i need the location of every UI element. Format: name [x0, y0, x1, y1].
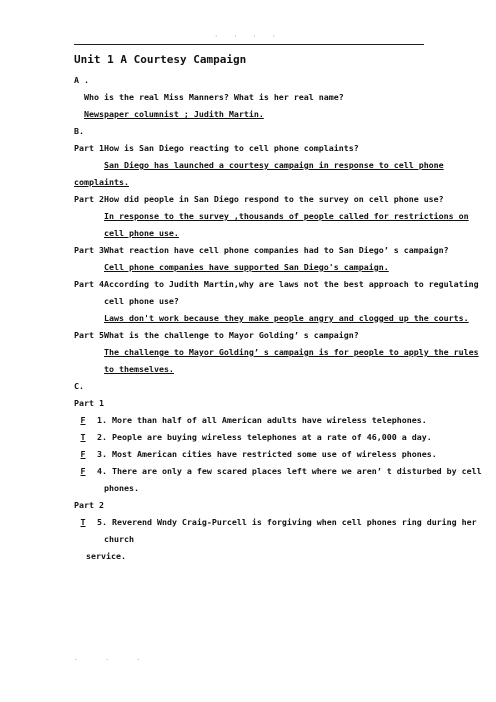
tf-item	[74, 446, 437, 463]
item-text-continued: service.	[86, 551, 126, 561]
section-a-question: Who is the real Miss Manners? What is her real name?	[84, 92, 344, 102]
answer-text: The challenge to Mayor Golding’ s campaign is for people to apply the rules	[104, 347, 479, 357]
part-label: Part 3	[74, 245, 104, 255]
part-label: Part 5	[74, 330, 104, 340]
part-5-question-line	[74, 327, 424, 344]
section-c-part-1-label: Part 1	[74, 398, 104, 408]
question-text: What reaction have cell phone companies had to San Diego’ s campaign?	[104, 245, 449, 255]
page-title: Unit 1 A Courtesy Campaign	[74, 53, 247, 66]
part-3-question-line	[74, 242, 449, 259]
answer-text: Laws don't work because they make people angry and clogged up the courts.	[104, 313, 469, 323]
answer-text: Cell phone companies have supported San Diego's campaign.	[104, 262, 389, 272]
tf-item	[74, 463, 482, 480]
item-text: More than half of all American adults have wireless telephones.	[112, 415, 427, 425]
tf-mark: F	[80, 449, 86, 459]
item-text-continued: phones.	[104, 483, 139, 493]
part-label: Part 1	[74, 143, 104, 153]
item-number: 3.	[97, 449, 107, 459]
answer-text: cell phone use.	[104, 228, 179, 238]
item-text: Most American cities have restricted some use of wireless phones.	[112, 449, 437, 459]
tf-item	[74, 514, 477, 531]
header-dots: · · · ·	[214, 33, 282, 40]
item-number: 4.	[97, 466, 107, 476]
tf-mark: F	[80, 466, 86, 476]
tf-mark: T	[80, 432, 86, 442]
part-1-question-line	[74, 140, 424, 157]
section-b-label: B.	[74, 126, 84, 136]
answer-text: In response to the survey ,thousands of people called for restrictions on	[104, 211, 469, 221]
document-body	[74, 50, 482, 565]
tf-item	[74, 412, 427, 429]
answer-text: San Diego has launched a courtesy campaign in response to cell phone	[104, 160, 444, 170]
item-text-continued: church	[104, 534, 134, 544]
item-text: People are buying wireless telephones at a rate of 46,000 a day.	[112, 432, 432, 442]
item-number: 5.	[97, 517, 107, 527]
footer-dots: . . .	[74, 655, 153, 662]
part-2-question-line	[74, 191, 444, 208]
question-text: cell phone use?	[104, 296, 179, 306]
answer-text: complaints.	[74, 177, 129, 187]
item-number: 1.	[97, 415, 107, 425]
part-label: Part 2	[74, 194, 104, 204]
answer-text: to themselves.	[104, 364, 174, 374]
question-text: What is the challenge to Mayor Golding’ s campaign?	[104, 330, 359, 340]
section-c-part-2-label: Part 2	[74, 500, 104, 510]
item-text: There are only a few scared places left where we aren’ t disturbed by cell	[112, 466, 482, 476]
header-rule	[74, 44, 424, 45]
item-number: 2.	[97, 432, 107, 442]
section-a-label: A .	[74, 75, 89, 85]
part-4-question-line	[74, 276, 479, 293]
item-text: Reverend Wndy Craig-Purcell is forgiving when cell phones ring during her	[112, 517, 477, 527]
tf-mark: F	[80, 415, 86, 425]
tf-item	[74, 429, 432, 446]
question-text: According to Judith Martin,why are laws not the best approach to regulating	[104, 279, 479, 289]
question-text: How is San Diego reacting to cell phone complaints?	[104, 143, 359, 153]
tf-mark: T	[80, 517, 86, 527]
section-a-answer: Newspaper columnist ; Judith Martin.	[84, 109, 264, 119]
part-label: Part 4	[74, 279, 104, 289]
section-c-label: C.	[74, 381, 84, 391]
question-text: How did people in San Diego respond to the survey on cell phone use?	[104, 194, 444, 204]
